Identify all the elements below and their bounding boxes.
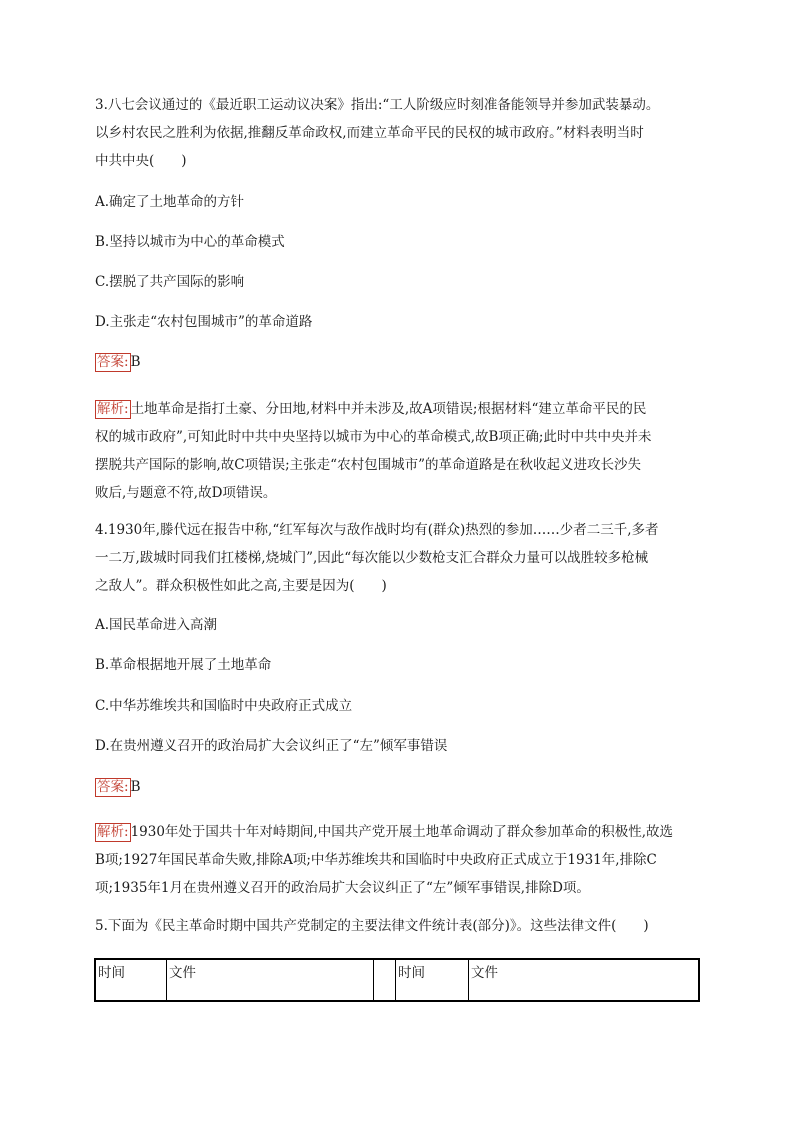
table-header-cell: 文件 [167,959,374,1001]
q4-option-a: A.国民革命进入高潮 [95,617,218,633]
q3-analysis-line: 解析: 土地革命是指打土豪、分田地,材料中并未涉及,故A项错误;根据材料“建立革命平民的民 [97,401,647,417]
analysis-label: 解析: [97,401,129,417]
q4-analysis [95,818,700,902]
q3-stem [95,91,700,175]
q4-option-d: D.在贵州遵义召开的政治局扩大会议纠正了“左”倾军事错误 [95,738,448,754]
q3-option-a: A.确定了土地革命的方针 [95,194,245,210]
q4-option-b: B.革命根据地开展了土地革命 [95,657,272,673]
q3-analysis-line: 权的城市政府”,可知此时中共中央坚持以城市为中心的革命模式,故B项正确;此时中共中央并未 [95,429,652,445]
q3-option-d: D.主张走“农村包围城市”的革命道路 [95,314,313,330]
table-header-cell: 时间 [95,959,167,1001]
q3-option-b: B.坚持以城市为中心的革命模式 [95,234,285,250]
q3-stem-line: 3.八七会议通过的《最近职工运动议决案》指出:“工人阶级应时刻准备能领导并参加武装暴动。 [95,97,660,113]
q3-option-c: C.摆脱了共产国际的影响 [95,274,245,290]
q4-analysis-line: B项;1927年国民革命失败,排除A项;中华苏维埃共和国临时中央政府正式成立于1931年,排除C [95,852,657,868]
q3-analysis-line: 摆脱共产国际的影响,故C项错误;主张走“农村包围城市”的革命道路是在秋收起义进攻长沙失 [95,457,641,473]
q3-stem-line: 中共中央( ) [95,153,187,169]
q3-analysis [95,395,700,507]
q3-answer [95,352,140,372]
law-documents-table [94,958,700,1002]
table-header-cell [374,959,396,1001]
answer-label: 答案: [97,354,129,370]
q4-option-c: C.中华苏维埃共和国临时中央政府正式成立 [95,698,353,714]
q4-stem-line: 4.1930年,滕代远在报告中称,“红军每次与敌作战时均有(群众)热烈的参加……少者二三千,多者 [95,522,659,538]
q4-analysis-line: 项;1935年1月在贵州遵义召开的政治局扩大会议纠正了“左”倾军事错误,排除D项。 [95,880,590,896]
analysis-label: 解析: [97,824,129,840]
q4-answer [95,777,140,797]
answer-value: B [130,354,141,370]
answer-label: 答案: [97,779,129,795]
q3-analysis-line: 败后,与题意不符,故D项错误。 [95,485,277,501]
table-header-cell: 文件 [469,959,700,1001]
q4-stem [95,516,700,600]
table-header-row [95,959,699,1001]
q4-stem-line: 一二万,跋城时同我们扛楼梯,烧城门”,因此“每次能以少数枪支汇合群众力量可以战胜较多枪械 [95,550,649,566]
answer-value: B [130,779,141,795]
q4-analysis-line: 解析: 1930年处于国共十年对峙期间,中国共产党开展土地革命调动了群众参加革命的积极性,故选 [97,824,674,840]
q3-stem-line: 以乡村农民之胜利为依据,推翻反革命政权,而建立革命平民的民权的城市政府。”材料表明当时 [95,125,644,141]
q5-stem: 5.下面为《民主革命时期中国共产党制定的主要法律文件统计表(部分)》。这些法律文件( ) [95,918,649,934]
table-header-cell: 时间 [396,959,469,1001]
q4-stem-line: 之敌人”。群众积极性如此之高,主要是因为( ) [95,578,387,594]
